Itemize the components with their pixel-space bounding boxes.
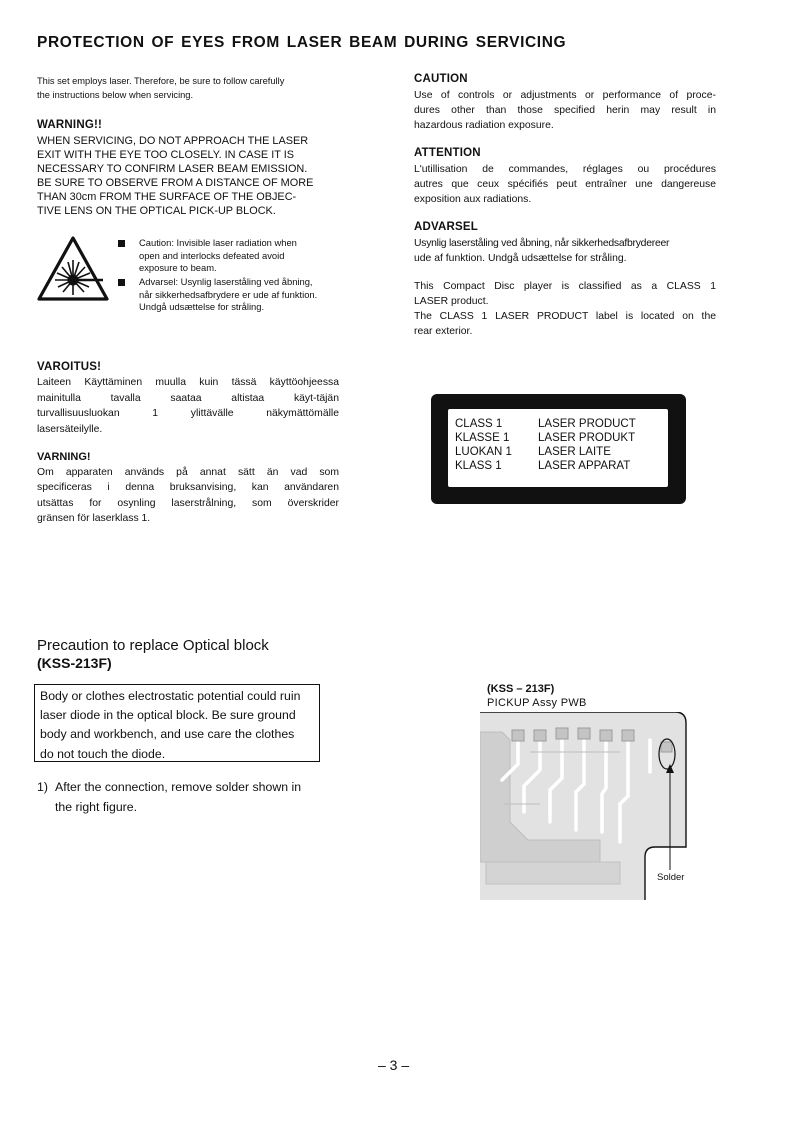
varoitus-text bbox=[37, 375, 339, 437]
pcb-caption-model: (KSS – 213F) bbox=[487, 683, 555, 695]
step-line: the right figure. bbox=[55, 799, 138, 814]
page-title: PROTECTION OF EYES FROM LASER BEAM DURING SERVICING bbox=[37, 34, 567, 51]
intro-line: the instructions below when servicing. bbox=[37, 89, 194, 100]
label-text: LASER PRODUKT bbox=[538, 432, 636, 444]
warnbox-line: laser diode in the optical block. Be sure ground bbox=[40, 708, 296, 723]
advarsel-heading: ADVARSEL bbox=[414, 221, 479, 233]
bullet-square bbox=[118, 279, 125, 286]
precaution-title: Precaution to replace Optical block bbox=[37, 637, 269, 654]
caution-bullet-text bbox=[139, 237, 344, 275]
laser-product-label bbox=[431, 394, 686, 504]
attention-line: autres que ceux spécifiés peut entraîner une dangereuse bbox=[414, 179, 716, 190]
warnbox-line: do not touch the diode. bbox=[40, 746, 166, 761]
attention-line: L'utillisation de commandes, réglages ou procédures bbox=[414, 164, 716, 175]
bullet-line: Undgå udsættelse for stråling. bbox=[139, 301, 265, 313]
label-class: LUOKAN 1 bbox=[455, 446, 512, 458]
caution-line: Use of controls or adjustments or performance of proce- bbox=[414, 90, 716, 101]
advarsel-line: Usynlig laserståling ved åbning, når sikkerhedsafbrydereer bbox=[414, 238, 670, 249]
attention-heading: ATTENTION bbox=[414, 147, 481, 159]
advarsel-bullet-text bbox=[139, 276, 344, 314]
class-line: rear exterior. bbox=[414, 326, 473, 337]
electrostatic-warning-box bbox=[34, 684, 320, 762]
step-text bbox=[55, 778, 355, 817]
warning-line: NECESSARY TO CONFIRM LASER BEAM EMISSION. bbox=[37, 163, 308, 175]
warning-line: BE SURE TO OBSERVE FROM A DISTANCE OF MORE bbox=[37, 177, 314, 189]
label-class: KLASS 1 bbox=[455, 460, 502, 472]
warning-heading: WARNING!! bbox=[37, 119, 103, 131]
bullet-line: open and interlocks defeated avoid bbox=[139, 249, 285, 261]
varoitus-heading: VAROITUS! bbox=[37, 361, 102, 373]
advarsel-text bbox=[414, 236, 716, 266]
label-row bbox=[455, 459, 631, 473]
class-text bbox=[414, 279, 716, 339]
label-class: KLASSE 1 bbox=[455, 432, 510, 444]
varoitus-line: lasersäteilylle. bbox=[37, 423, 103, 435]
warnbox-line: Body or clothes electrostatic potential could ruin bbox=[40, 689, 301, 703]
label-text: LASER LAITE bbox=[538, 446, 611, 458]
step-number: 1) bbox=[37, 780, 48, 794]
precaution-model: (KSS-213F) bbox=[37, 655, 112, 671]
bullet-line: exposure to beam. bbox=[139, 262, 217, 274]
advarsel-line: ude af funktion. Undgå udsættelse for stråling. bbox=[414, 253, 627, 264]
varoitus-line: Laiteen Käyttäminen muulla kuin tässä käyttöohjeessa bbox=[37, 377, 339, 388]
label-row bbox=[455, 445, 611, 459]
intro-line: This set employs laser. Therefore, be sure to follow carefully bbox=[37, 76, 285, 86]
varning-text bbox=[37, 465, 339, 527]
attention-line: exposition aux radiations. bbox=[414, 194, 532, 205]
label-text: LASER APPARAT bbox=[538, 460, 631, 472]
label-text: LASER PRODUCT bbox=[538, 418, 636, 430]
label-inner-panel bbox=[448, 409, 668, 487]
varning-line: Om apparaten används på annat sätt än vad som bbox=[37, 467, 339, 478]
bullet-line: Caution: Invisible laser radiation when bbox=[139, 237, 297, 248]
warning-line: TIVE LENS ON THE OPTICAL PICK-UP BLOCK. bbox=[37, 205, 276, 217]
solder-label: Solder bbox=[657, 872, 685, 883]
class-line: This Compact Disc player is classified as a CLASS 1 bbox=[414, 281, 716, 292]
label-row bbox=[455, 431, 636, 445]
laser-warning-icon bbox=[37, 236, 109, 302]
varoitus-line: mainitulla tavalla saataa altistaa käyt-täjän bbox=[37, 392, 339, 404]
label-class: CLASS 1 bbox=[455, 418, 503, 430]
class-line: LASER product. bbox=[414, 296, 489, 307]
varning-heading: VARNING! bbox=[37, 451, 91, 463]
class-line: The CLASS 1 LASER PRODUCT label is located on the bbox=[414, 311, 716, 322]
varning-line: utsättas for osynling laserstrålning, som överskrider bbox=[37, 497, 339, 509]
caution-text bbox=[414, 88, 716, 133]
label-row bbox=[455, 417, 636, 431]
caution-heading: CAUTION bbox=[414, 73, 468, 85]
varning-line: gränsen för laserklass 1. bbox=[37, 513, 151, 525]
bullet-line: Advarsel: Usynlig laserståling ved åbning, bbox=[139, 276, 313, 287]
intro-text bbox=[37, 75, 342, 102]
pcb-caption-name: PICKUP Assy PWB bbox=[487, 697, 587, 709]
bullet-line: når sikkerhedsafbrydere er ude af funktion. bbox=[139, 288, 318, 300]
warnbox-line: body and workbench, and use care the clothes bbox=[40, 727, 295, 742]
warning-text bbox=[37, 134, 339, 218]
caution-line: dures other than those specified herin may result in bbox=[414, 105, 716, 116]
warning-line: WHEN SERVICING, DO NOT APPROACH THE LASER bbox=[37, 135, 309, 147]
caution-line: hazardous radiation exposure. bbox=[414, 120, 554, 131]
page-number: – 3 – bbox=[378, 1057, 410, 1073]
warning-line: EXIT WITH THE EYE TOO CLOSELY. IN CASE IT IS bbox=[37, 149, 295, 161]
warning-line: THAN 30cm FROM THE SURFACE OF THE OBJEC- bbox=[37, 191, 297, 203]
varoitus-line: turvallisuusluokan 1 ylittävälle näkymättömälle bbox=[37, 408, 339, 420]
varning-line: specificeras i denna bruksanvising, kan användaren bbox=[37, 482, 339, 494]
bullet-square bbox=[118, 240, 125, 247]
step-line: After the connection, remove solder shown in bbox=[55, 780, 302, 794]
attention-text bbox=[414, 162, 716, 207]
